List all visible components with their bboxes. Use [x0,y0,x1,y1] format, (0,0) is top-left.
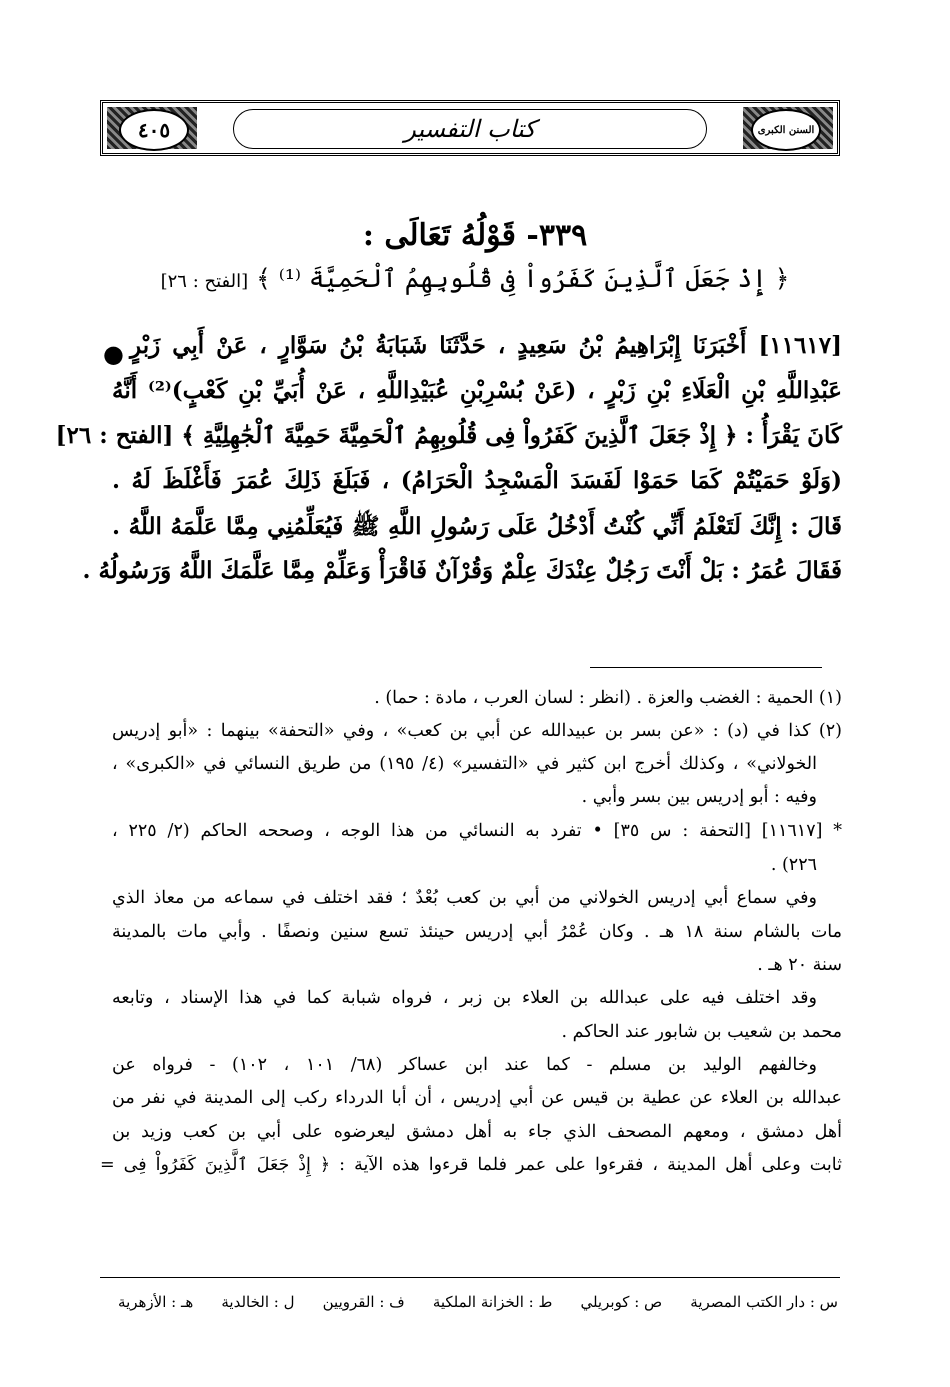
footnote-line: (١) الحمية : الغضب والعزة . (انظر : لسان العرب ، مادة : حما) . [374,688,842,708]
commentary-line: محمد بن شعيب بن شابور عند الحاكم . [561,1022,842,1042]
hadith-line: [١١٦١٧] أَخْبَرَنَا إِبْرَاهِيمُ بْنُ سَعِيدٍ ، حَدَّثَنَا شَبَابَةُ بْنُ سَوَّارٍ ، عَنْ أَبِي زَبْرٍ [130,332,842,359]
footnote-line: وفيه : أبو إدريس بين بسر وأبي . [581,787,817,807]
legend-item: ف : القرويين [322,1293,405,1311]
bullet-icon: ● [103,340,124,368]
hadith-line: (وَلَوْ حَمَيْتُمْ كَمَا حَمَوْا لَفَسَدَ الْمَسْجِدُ الْحَرَامُ) ، فَبَلَغَ ذَلِكَ عُمَرَ فَأَغْلَظَ لَهُ . [112,467,842,494]
commentary-line: وقد اختلف فيه على عبدالله بن العلاء بن زبر ، فرواه شبابة كما في هذا الإسناد ، وتابعه [112,988,817,1008]
legend-item: ط : الخزانة الملكية [432,1293,553,1311]
chapter-title: ٣٣٩- قَوْلُهُ تَعَالَى : [362,218,588,253]
commentary-line: مات بالشام سنة ١٨ هـ . وكان عُمْرُ أبي إدريس حينئذ تسع سنين ونصفًا . وأبي مات بالمدينة [112,922,842,942]
commentary-line: وفي سماع أبي إدريس الخولاني من أبي بن كعب بُعْدٌ ؛ فقد اختلف في سماعه من معاذ الذي [112,888,817,908]
legend-item: ل : الخالدية [221,1293,295,1311]
hadith-line: قَالَ : إِنَّكَ لَتَعْلَمُ أَنِّي كُنْتُ أَدْخُلُ عَلَى رَسُولِ اللَّهِ ﷺ فَيُعَلِّمُنِي مِمَّا عَلَّمَهُ اللَّهُ . [112,513,842,540]
hadith-line: فَقَالَ عُمَرُ : بَلْ أَنْتَ رَجُلٌ عِنْدَكَ عِلْمٌ وَقُرْآنٌ فَاقْرَأْ وَعَلِّمْ مِمَّا عَلَّمَكَ اللَّهُ وَرَسُولُهُ . [82,557,842,584]
ayah-text: ﴿ إِذْ جَعَلَ ٱلَّذِينَ كَفَرُواْ فِى قُلُوبِهِمُ ٱلْحَمِيَّةَ ⁽¹⁾ ﴾ [256,264,790,293]
hadith-line: عَبْدِاللَّهِ بْنِ الْعَلَاءِ بْنِ زَبْرٍ ، (عَنْ بُسْرِبْنِ عُبَيْدِاللَّهِ ، عَنْ أُبَيِّ بْنِ كَعْبٍ)⁽²⁾ أَنَّهُ [112,377,842,404]
legend-item: ص : كوبريلي [580,1293,663,1311]
footnote-line: (٢) كذا في (د) : «عن بسر بن عبيدالله عن أبي بن كعب» ، وفي «التحفة» بينهما : «أبو إدريس [112,721,842,741]
logo-medallion: السنن الكبرى [751,109,821,151]
commentary-line: سنة ٢٠ هـ . [757,955,842,975]
hadith-line: كَانَ يَقْرَأُ : ﴿ إِذْ جَعَلَ ٱلَّذِينَ كَفَرُواْ فِى قُلُوبِهِمُ ٱلْحَمِيَّةَ حَمِيَّةَ ٱلْجَٰهِلِيَّةِ ﴾ [الفتح : ٢٦] [55,422,842,449]
chapter-ayah [0,264,950,293]
footer-rule [100,1277,840,1278]
page-number: ٤٠٥ [119,109,189,151]
manuscript-legend [118,1293,838,1311]
footnote-line: الخولاني» ، وكذلك أخرج ابن كثير في «التفسير» (٤/ ١٩٥) من طريق النسائي في «الكبرى» ، [112,754,817,774]
commentary-line: أهل دمشق ، ومعهم المصحف الذي جاء به أهل دمشق ليعرضوه على أبي بن كعب وزيد بن [112,1122,842,1142]
footnote-separator [590,667,822,668]
legend-item: س : دار الكتب المصرية [690,1293,838,1311]
book-title: كتاب التفسير [233,109,707,149]
legend-item: هـ : الأزهرية [118,1293,194,1311]
commentary-line: ثابت وعلى أهل المدينة ، فقرءوا على عمر فلما قرءوا هذه الآية : ﴿ إِذْ جَعَلَ ٱلَّذِينَ كَفَرُواْ فِى = [100,1155,842,1175]
commentary-line: ٢٢٦) . [770,855,817,875]
commentary-line: عبدالله بن العلاء عن عطية بن قيس عن أبي إدريس ، أن أبا الدرداء ركب إلى المدينة في نفر من [112,1088,842,1108]
commentary-line: وخالفهم الوليد بن مسلم - كما عند ابن عساكر (٦٨/ ١٠١ ، ١٠٢) - فرواه عن [112,1055,817,1075]
commentary-line: * [١١٦١٧] [التحفة : س ٣٥] • تفرد به النسائي من هذا الوجه ، وصححه الحاكم (٢/ ٢٢٥ ، [112,821,843,841]
page-header [100,100,840,156]
ayah-reference: [الفتح : ٢٦] [160,271,249,292]
